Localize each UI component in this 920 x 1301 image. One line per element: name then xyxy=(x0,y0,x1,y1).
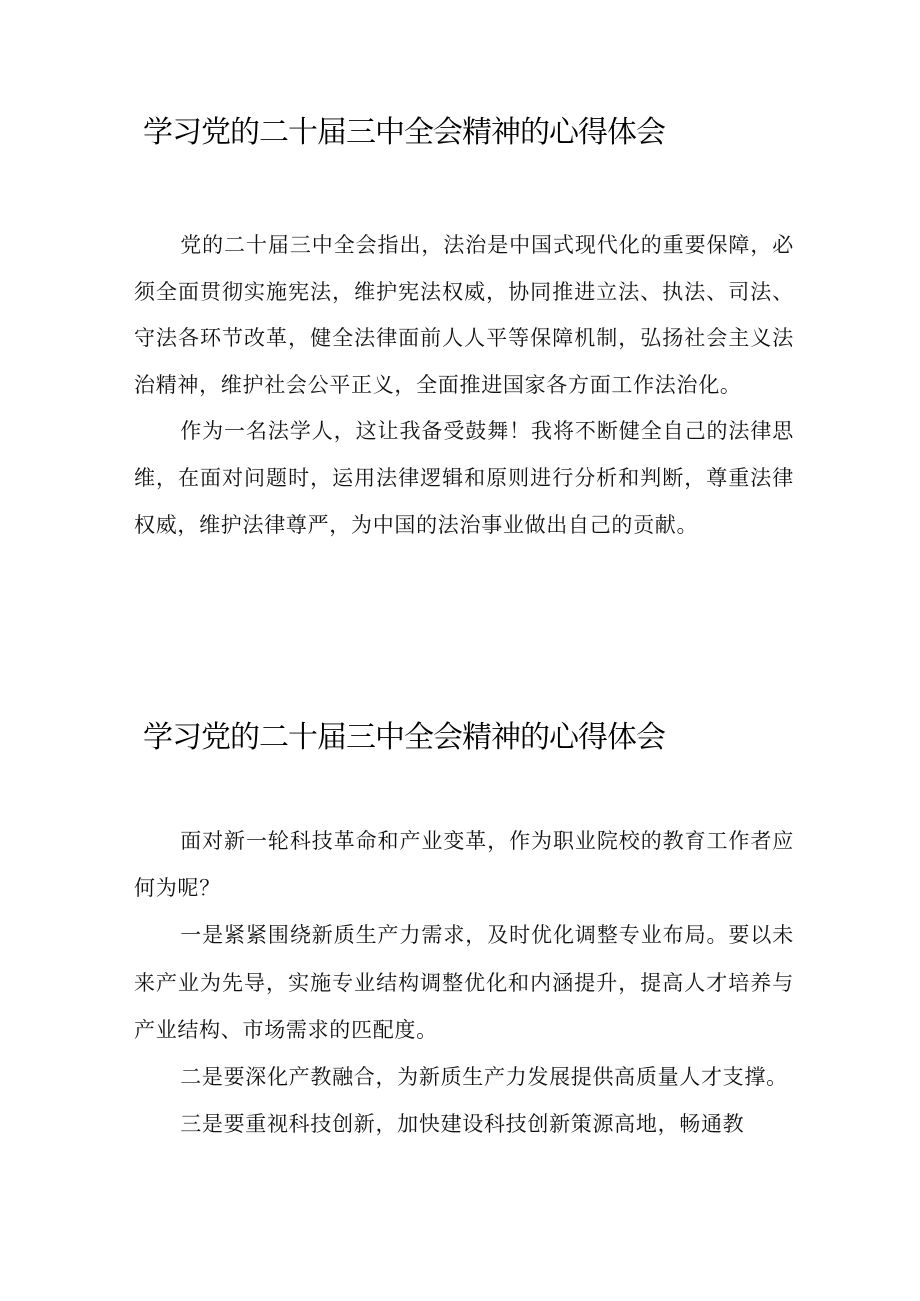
section-2-paragraph-3: 二是要深化产教融合，为新质生产力发展提供高质量人才支撑。 xyxy=(180,1065,788,1090)
section-2-paragraph-1: 面对新一轮科技革命和产业变革，作为职业院校的教育工作者应何为呢？ xyxy=(134,829,794,901)
section-2-paragraph-2: 一是紧紧围绕新质生产力需求，及时优化调整专业布局。要以未来产业为先导，实施专业结构调整优化和内涵提升，提高人才培养与产业结构、市场需求的匹配度。 xyxy=(134,923,794,1042)
section-1-title: 学习党的二十届三中全会精神的心得体会 xyxy=(143,115,665,150)
section-2-body xyxy=(134,818,794,1148)
section-1-paragraph-2: 作为一名法学人，这让我备受鼓舞！我将不断健全自己的法律思维，在面对问题时，运用法律逻辑和原则进行分析和判断，尊重法律权威，维护法律尊严，为中国的法治事业做出自己的贡献。 xyxy=(134,419,794,537)
section-2-title: 学习党的二十届三中全会精神的心得体会 xyxy=(143,720,665,755)
section-1-paragraph-1: 党的二十届三中全会指出，法治是中国式现代化的重要保障，必须全面贯彻实施宪法，维护宪法权威，协同推进立法、执法、司法、守法各环节改革，健全法律面前人人平等保障机制，弘扬社会主义法治精神，维护社会公平正义，全面推进国家各方面工作法治化。 xyxy=(134,233,794,397)
section-1-body xyxy=(134,222,794,548)
section-2-paragraph-4: 三是要重视科技创新，加快建设科技创新策源高地，畅通教 xyxy=(180,1112,745,1137)
